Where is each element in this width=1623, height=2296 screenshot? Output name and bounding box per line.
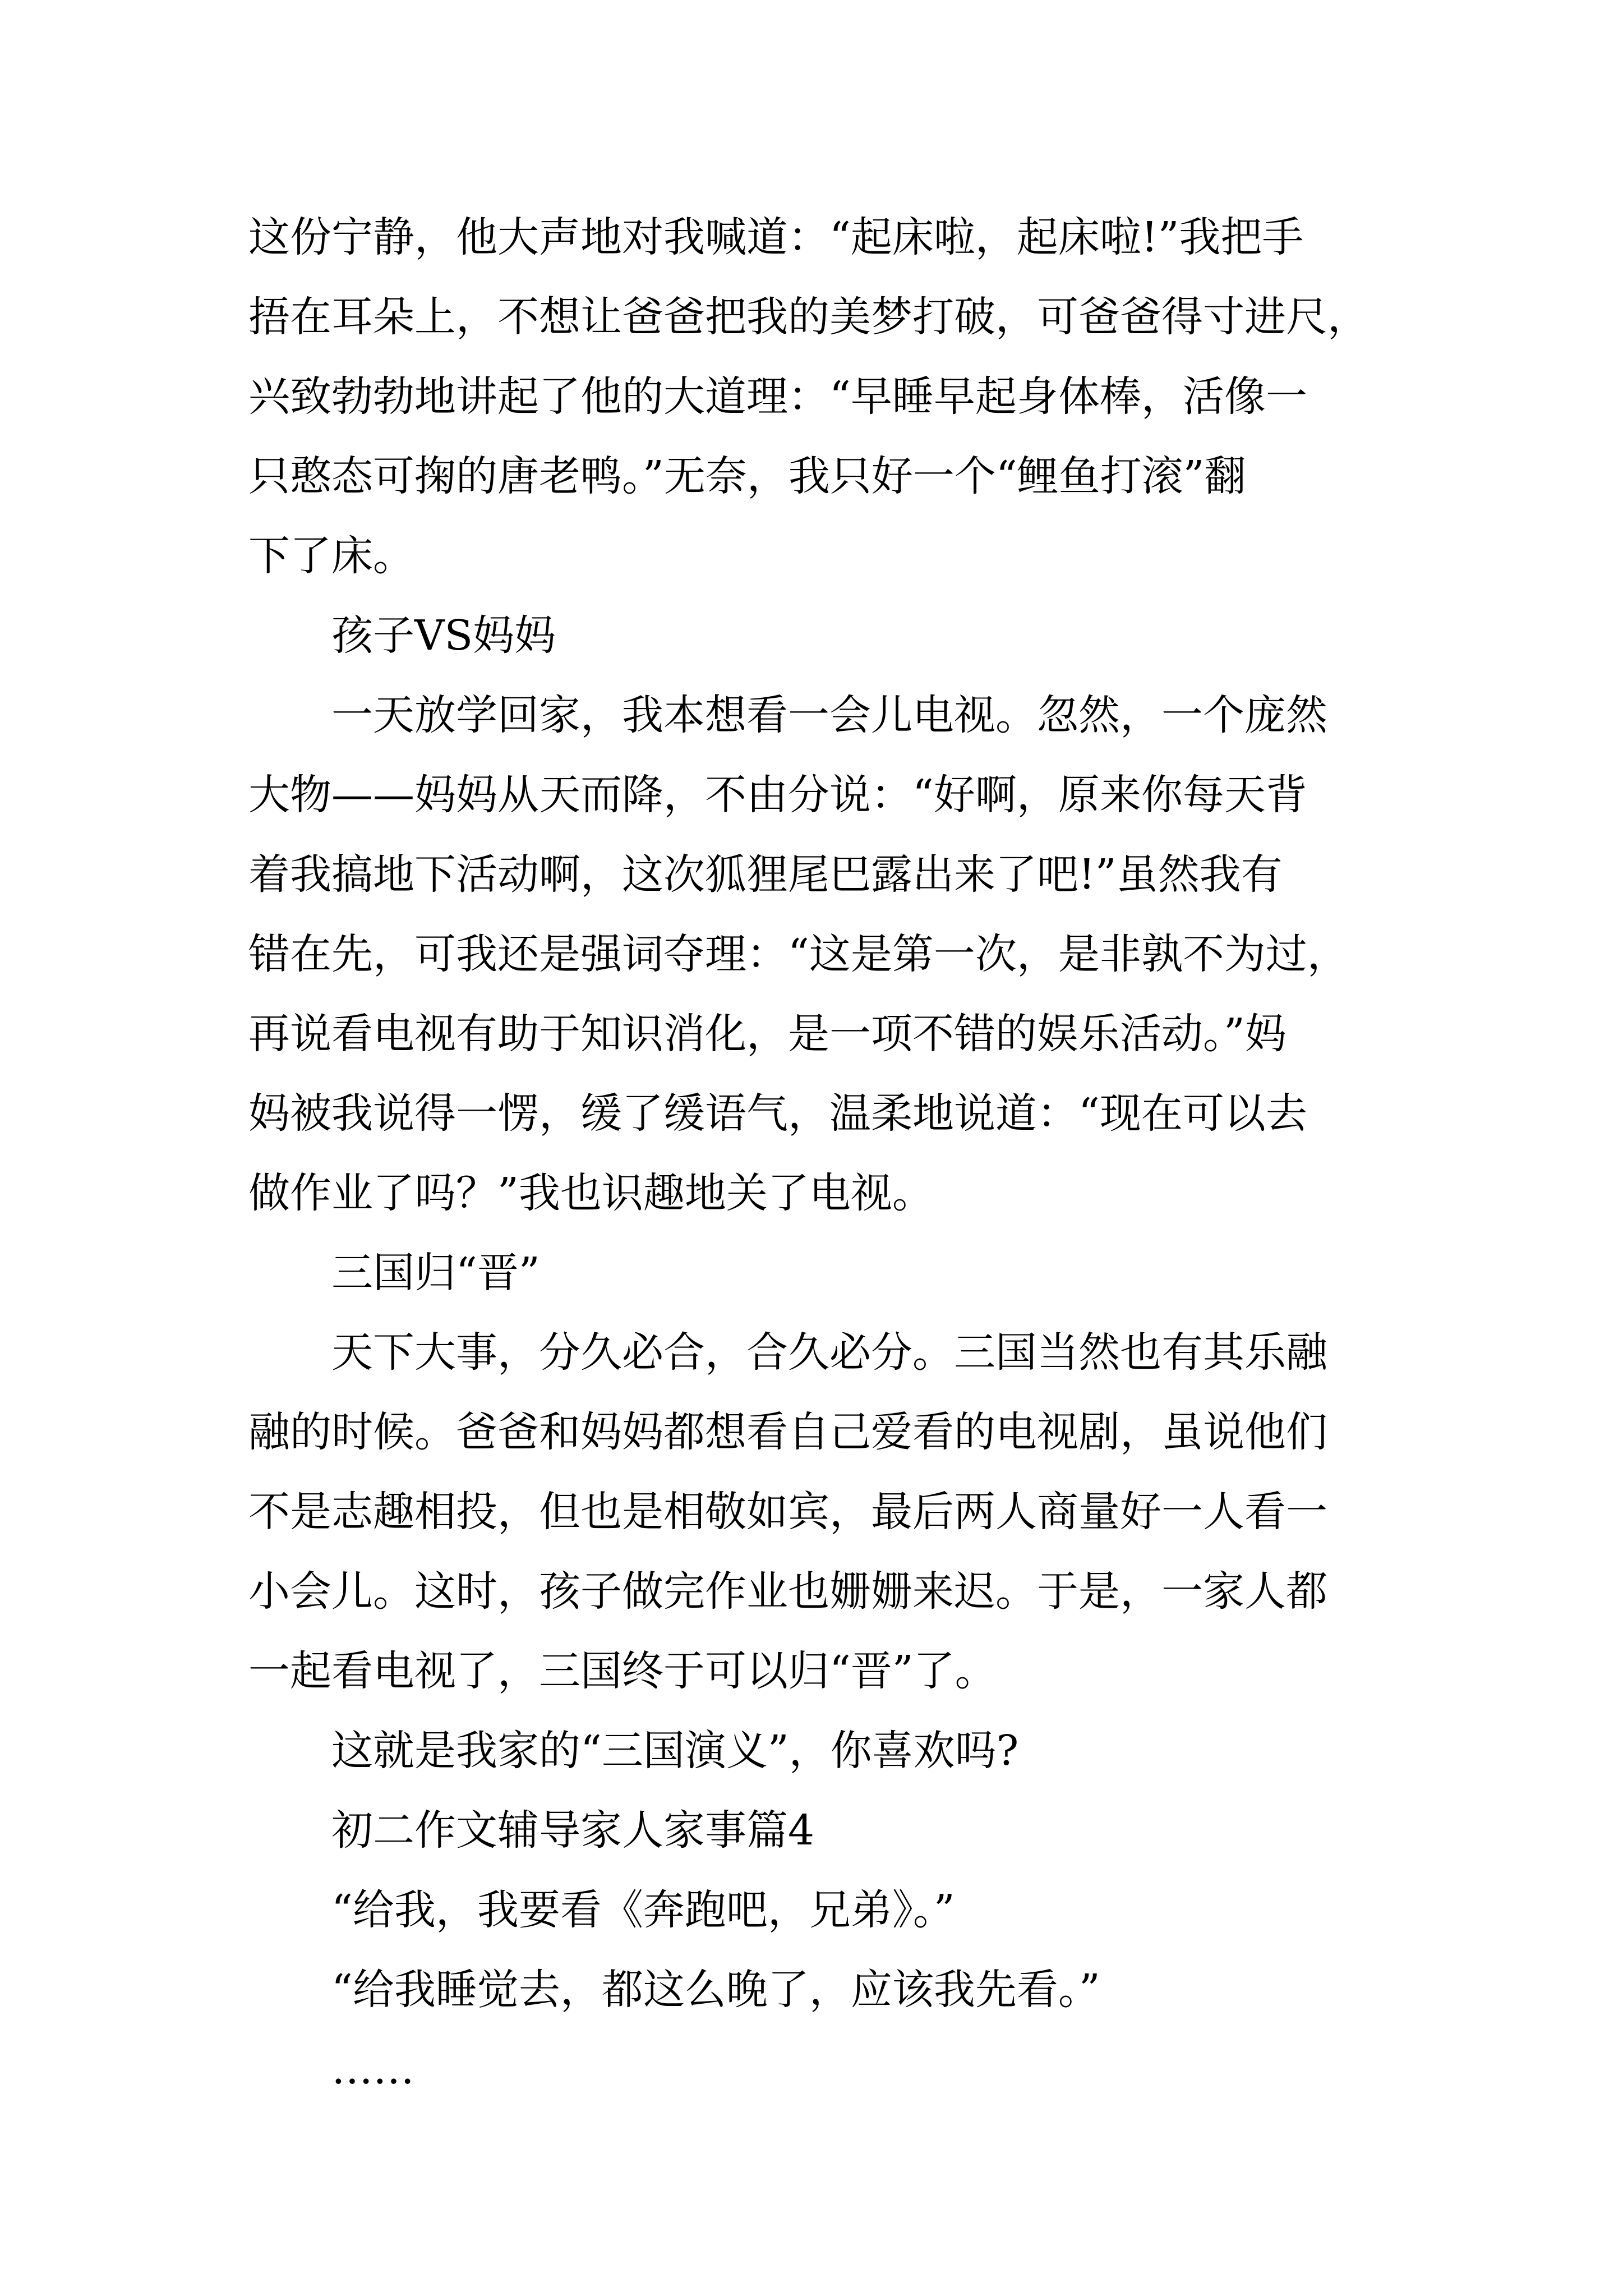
text-line: 下了床。 [248, 532, 414, 580]
section-heading: 三国归“晋” [331, 1249, 540, 1297]
paragraph-first-line: 这就是我家的“三国演义”，你喜欢吗? [331, 1727, 1019, 1775]
text-line: 只憨态可掬的唐老鸭。”无奈，我只好一个“鲤鱼打滚”翻 [248, 452, 1246, 500]
text-line: 不是志趣相投，但也是相敬如宾，最后两人商量好一人看一 [248, 1488, 1327, 1536]
article-heading: 初二作文辅导家人家事篇4 [331, 1806, 815, 1855]
dialogue-line: “给我，我要看《奔跑吧，兄弟》。” [331, 1886, 955, 1934]
dialogue-line: “给我睡觉去，都这么晚了，应该我先看。” [331, 1966, 1100, 2014]
text-line: 小会儿。这时，孩子做完作业也姗姗来迟。于是，一家人都 [248, 1567, 1327, 1616]
paragraph-first-line: 天下大事，分久必合，合久必分。三国当然也有其乐融 [331, 1328, 1327, 1377]
section-heading: 孩子VS妈妈 [331, 611, 556, 660]
text-line: 融的时候。爸爸和妈妈都想看自己爱看的电视剧，虽说他们 [248, 1408, 1327, 1456]
text-line: 妈被我说得一愣，缓了缓语气，温柔地说道：“现在可以去 [248, 1089, 1307, 1138]
paragraph-first-line: 一天放学回家，我本想看一会儿电视。忽然，一个庞然 [331, 691, 1327, 739]
text-line: 大物——妈妈从天而降，不由分说：“好啊，原来你每天背 [248, 771, 1307, 819]
document-body [248, 197, 1390, 2109]
text-line: 做作业了吗？”我也识趣地关了电视。 [248, 1169, 934, 1217]
ellipsis-line: …… [331, 2045, 414, 2093]
text-line: 捂在耳朵上，不想让爸爸把我的美梦打破，可爸爸得寸进尺， [248, 293, 1369, 341]
text-line: 着我搞地下活动啊，这次狐狸尾巴露出来了吧!”虽然我有 [248, 850, 1283, 899]
text-line: 兴致勃勃地讲起了他的大道理：“早睡早起身体棒，活像一 [248, 372, 1307, 421]
text-line: 再说看电视有助于知识消化，是一项不错的娱乐活动。”妈 [248, 1010, 1287, 1058]
text-line: 错在先，可我还是强词夺理：“这是第一次，是非孰不为过， [248, 930, 1349, 978]
text-line: 一起看电视了，三国终于可以归“晋”了。 [248, 1647, 997, 1695]
text-line: 这份宁静，他大声地对我喊道：“起床啦，起床啦!”我把手 [248, 213, 1304, 261]
